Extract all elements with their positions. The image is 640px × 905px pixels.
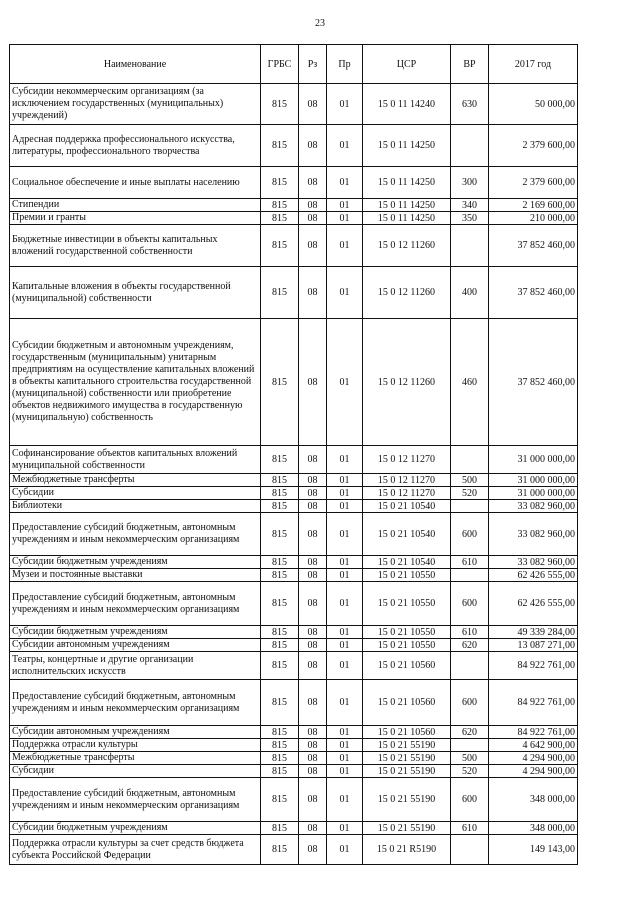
table-row — [10, 778, 578, 822]
row-pr: 01 — [327, 167, 363, 199]
table-row — [10, 199, 578, 212]
row-vr: 520 — [451, 765, 489, 778]
table-row — [10, 652, 578, 680]
header-year: 2017 год — [489, 45, 578, 84]
table-row — [10, 639, 578, 652]
row-vr — [451, 125, 489, 167]
header-pr: Пр — [327, 45, 363, 84]
row-name: Субсидии бюджетным учреждениям — [10, 626, 261, 639]
row-vr — [451, 652, 489, 680]
row-pr: 01 — [327, 765, 363, 778]
row-pr: 01 — [327, 267, 363, 319]
row-amount: 62 426 555,00 — [489, 582, 578, 626]
row-grbs: 815 — [261, 778, 299, 822]
budget-table — [9, 44, 578, 865]
row-rz: 08 — [299, 500, 327, 513]
row-grbs: 815 — [261, 582, 299, 626]
row-pr: 01 — [327, 726, 363, 739]
row-name: Субсидии автономным учреждениям — [10, 639, 261, 652]
row-grbs: 815 — [261, 267, 299, 319]
row-pr: 01 — [327, 487, 363, 500]
row-csr: 15 0 21 10550 — [363, 569, 451, 582]
row-grbs: 815 — [261, 835, 299, 865]
row-vr — [451, 569, 489, 582]
row-csr: 15 0 11 14250 — [363, 167, 451, 199]
row-grbs: 815 — [261, 569, 299, 582]
row-vr: 630 — [451, 84, 489, 125]
row-amount: 33 082 960,00 — [489, 500, 578, 513]
row-amount: 33 082 960,00 — [489, 556, 578, 569]
table-row — [10, 225, 578, 267]
row-vr: 610 — [451, 626, 489, 639]
row-name: Субсидии бюджетным и автономным учреждениям, государственным (муниципальным) унитарным предприятиям на осуществление капитальных вложений в объекты капитального строительства государственной (муниципальной) собственности или приобретение объектов недвижимого имущества в государственную (муниципальную) собственность — [10, 319, 261, 446]
row-amount: 2 379 600,00 — [489, 125, 578, 167]
row-vr: 600 — [451, 680, 489, 726]
row-amount: 13 087 271,00 — [489, 639, 578, 652]
row-name: Поддержка отрасли культуры за счет средств бюджета субъекта Российской Федерации — [10, 835, 261, 865]
table-row — [10, 835, 578, 865]
row-pr: 01 — [327, 500, 363, 513]
row-pr: 01 — [327, 474, 363, 487]
row-grbs: 815 — [261, 500, 299, 513]
table-row — [10, 556, 578, 569]
row-vr — [451, 225, 489, 267]
header-rz: Рз — [299, 45, 327, 84]
row-grbs: 815 — [261, 680, 299, 726]
row-amount: 210 000,00 — [489, 212, 578, 225]
row-pr: 01 — [327, 778, 363, 822]
row-csr: 15 0 21 55190 — [363, 778, 451, 822]
row-name: Софинансирование объектов капитальных вложений муниципальной собственности — [10, 446, 261, 474]
row-csr: 15 0 21 55190 — [363, 739, 451, 752]
row-vr — [451, 739, 489, 752]
row-name: Межбюджетные трансферты — [10, 474, 261, 487]
row-vr: 610 — [451, 556, 489, 569]
row-amount: 37 852 460,00 — [489, 267, 578, 319]
row-name: Субсидии — [10, 765, 261, 778]
row-vr: 600 — [451, 778, 489, 822]
row-grbs: 815 — [261, 652, 299, 680]
row-grbs: 815 — [261, 639, 299, 652]
row-grbs: 815 — [261, 125, 299, 167]
row-vr — [451, 835, 489, 865]
row-name: Субсидии автономным учреждениям — [10, 726, 261, 739]
row-rz: 08 — [299, 199, 327, 212]
row-grbs: 815 — [261, 225, 299, 267]
row-csr: 15 0 12 11270 — [363, 446, 451, 474]
row-vr — [451, 500, 489, 513]
row-amount: 37 852 460,00 — [489, 225, 578, 267]
row-amount: 31 000 000,00 — [489, 446, 578, 474]
header-grbs: ГРБС — [261, 45, 299, 84]
table-row — [10, 267, 578, 319]
row-amount: 348 000,00 — [489, 778, 578, 822]
row-rz: 08 — [299, 487, 327, 500]
row-grbs: 815 — [261, 199, 299, 212]
row-name: Субсидии бюджетным учреждениям — [10, 556, 261, 569]
row-amount: 31 000 000,00 — [489, 487, 578, 500]
row-vr: 460 — [451, 319, 489, 446]
table-row — [10, 513, 578, 556]
table-row — [10, 125, 578, 167]
row-name: Субсидии — [10, 487, 261, 500]
table-row — [10, 500, 578, 513]
row-name: Театры, концертные и другие организации исполнительских искусств — [10, 652, 261, 680]
row-csr: 15 0 11 14250 — [363, 125, 451, 167]
row-rz: 08 — [299, 822, 327, 835]
row-pr: 01 — [327, 752, 363, 765]
row-csr: 15 0 21 55190 — [363, 752, 451, 765]
row-vr: 600 — [451, 513, 489, 556]
table-row — [10, 319, 578, 446]
row-name: Предоставление субсидий бюджетным, автономным учреждениям и иным некоммерческим организациям — [10, 778, 261, 822]
row-vr: 620 — [451, 639, 489, 652]
row-grbs: 815 — [261, 319, 299, 446]
row-name: Предоставление субсидий бюджетным, автономным учреждениям и иным некоммерческим организациям — [10, 513, 261, 556]
row-vr: 500 — [451, 752, 489, 765]
row-grbs: 815 — [261, 487, 299, 500]
row-pr: 01 — [327, 569, 363, 582]
row-pr: 01 — [327, 739, 363, 752]
row-name: Межбюджетные трансферты — [10, 752, 261, 765]
row-grbs: 815 — [261, 739, 299, 752]
row-pr: 01 — [327, 125, 363, 167]
row-csr: 15 0 21 10550 — [363, 626, 451, 639]
row-vr — [451, 446, 489, 474]
row-pr: 01 — [327, 84, 363, 125]
table-row — [10, 212, 578, 225]
row-csr: 15 0 21 10540 — [363, 556, 451, 569]
header-name: Наименование — [10, 45, 261, 84]
row-rz: 08 — [299, 680, 327, 726]
row-vr: 400 — [451, 267, 489, 319]
table-row — [10, 569, 578, 582]
row-rz: 08 — [299, 765, 327, 778]
row-rz: 08 — [299, 125, 327, 167]
row-csr: 15 0 21 10550 — [363, 582, 451, 626]
row-pr: 01 — [327, 446, 363, 474]
table-row — [10, 765, 578, 778]
row-rz: 08 — [299, 752, 327, 765]
row-pr: 01 — [327, 822, 363, 835]
header-csr: ЦСР — [363, 45, 451, 84]
row-pr: 01 — [327, 225, 363, 267]
row-grbs: 815 — [261, 474, 299, 487]
table-row — [10, 582, 578, 626]
row-amount: 4 294 900,00 — [489, 765, 578, 778]
row-vr: 620 — [451, 726, 489, 739]
row-pr: 01 — [327, 199, 363, 212]
row-rz: 08 — [299, 319, 327, 446]
row-vr: 520 — [451, 487, 489, 500]
table-row — [10, 726, 578, 739]
row-pr: 01 — [327, 639, 363, 652]
row-name: Библиотеки — [10, 500, 261, 513]
row-csr: 15 0 11 14240 — [363, 84, 451, 125]
row-grbs: 815 — [261, 626, 299, 639]
row-name: Бюджетные инвестиции в объекты капитальных вложений государственной собственности — [10, 225, 261, 267]
row-pr: 01 — [327, 680, 363, 726]
row-rz: 08 — [299, 569, 327, 582]
row-grbs: 815 — [261, 167, 299, 199]
table-row — [10, 752, 578, 765]
row-name: Премии и гранты — [10, 212, 261, 225]
row-amount: 31 000 000,00 — [489, 474, 578, 487]
header-vr: ВР — [451, 45, 489, 84]
row-amount: 4 642 900,00 — [489, 739, 578, 752]
row-rz: 08 — [299, 513, 327, 556]
row-amount: 348 000,00 — [489, 822, 578, 835]
row-amount: 149 143,00 — [489, 835, 578, 865]
row-rz: 08 — [299, 474, 327, 487]
row-grbs: 815 — [261, 726, 299, 739]
row-vr: 610 — [451, 822, 489, 835]
row-rz: 08 — [299, 212, 327, 225]
table-row — [10, 446, 578, 474]
row-csr: 15 0 12 11260 — [363, 225, 451, 267]
row-grbs: 815 — [261, 446, 299, 474]
row-rz: 08 — [299, 225, 327, 267]
row-rz: 08 — [299, 582, 327, 626]
row-name: Предоставление субсидий бюджетным, автономным учреждениям и иным некоммерческим организациям — [10, 582, 261, 626]
row-amount: 33 082 960,00 — [489, 513, 578, 556]
row-name: Социальное обеспечение и иные выплаты населению — [10, 167, 261, 199]
row-vr: 600 — [451, 582, 489, 626]
row-name: Музеи и постоянные выставки — [10, 569, 261, 582]
row-rz: 08 — [299, 835, 327, 865]
table-row — [10, 487, 578, 500]
row-name: Адресная поддержка профессионального искусства, литературы, профессионального творчества — [10, 125, 261, 167]
table-row — [10, 739, 578, 752]
row-grbs: 815 — [261, 765, 299, 778]
row-rz: 08 — [299, 556, 327, 569]
row-rz: 08 — [299, 726, 327, 739]
row-pr: 01 — [327, 626, 363, 639]
row-csr: 15 0 21 10560 — [363, 726, 451, 739]
row-grbs: 815 — [261, 822, 299, 835]
table-row — [10, 167, 578, 199]
row-grbs: 815 — [261, 84, 299, 125]
row-grbs: 815 — [261, 513, 299, 556]
row-csr: 15 0 12 11260 — [363, 267, 451, 319]
row-csr: 15 0 12 11270 — [363, 474, 451, 487]
row-rz: 08 — [299, 739, 327, 752]
row-csr: 15 0 12 11270 — [363, 487, 451, 500]
row-name: Предоставление субсидий бюджетным, автономным учреждениям и иным некоммерческим организациям — [10, 680, 261, 726]
row-amount: 84 922 761,00 — [489, 680, 578, 726]
row-amount: 4 294 900,00 — [489, 752, 578, 765]
row-name: Поддержка отрасли культуры — [10, 739, 261, 752]
row-pr: 01 — [327, 319, 363, 446]
row-csr: 15 0 21 10540 — [363, 500, 451, 513]
page-number: 23 — [315, 18, 325, 29]
row-grbs: 815 — [261, 556, 299, 569]
row-rz: 08 — [299, 626, 327, 639]
row-rz: 08 — [299, 167, 327, 199]
row-csr: 15 0 21 R5190 — [363, 835, 451, 865]
row-pr: 01 — [327, 513, 363, 556]
table-row — [10, 474, 578, 487]
row-csr: 15 0 21 10540 — [363, 513, 451, 556]
row-name: Стипендии — [10, 199, 261, 212]
row-amount: 84 922 761,00 — [489, 726, 578, 739]
row-csr: 15 0 21 10560 — [363, 680, 451, 726]
row-vr: 500 — [451, 474, 489, 487]
row-amount: 37 852 460,00 — [489, 319, 578, 446]
row-csr: 15 0 11 14250 — [363, 199, 451, 212]
row-vr: 340 — [451, 199, 489, 212]
row-pr: 01 — [327, 212, 363, 225]
row-csr: 15 0 21 55190 — [363, 822, 451, 835]
row-csr: 15 0 11 14250 — [363, 212, 451, 225]
row-pr: 01 — [327, 556, 363, 569]
row-rz: 08 — [299, 84, 327, 125]
row-csr: 15 0 12 11260 — [363, 319, 451, 446]
row-vr: 300 — [451, 167, 489, 199]
row-csr: 15 0 21 10550 — [363, 639, 451, 652]
row-amount: 84 922 761,00 — [489, 652, 578, 680]
row-grbs: 815 — [261, 752, 299, 765]
row-name: Субсидии некоммерческим организациям (за исключением государственных (муниципальных) учреждений) — [10, 84, 261, 125]
row-amount: 62 426 555,00 — [489, 569, 578, 582]
row-pr: 01 — [327, 835, 363, 865]
table-row — [10, 680, 578, 726]
row-rz: 08 — [299, 652, 327, 680]
header-row — [10, 45, 578, 84]
row-name: Субсидии бюджетным учреждениям — [10, 822, 261, 835]
row-rz: 08 — [299, 446, 327, 474]
row-csr: 15 0 21 10560 — [363, 652, 451, 680]
row-rz: 08 — [299, 267, 327, 319]
table-row — [10, 84, 578, 125]
row-name: Капитальные вложения в объекты государственной (муниципальной) собственности — [10, 267, 261, 319]
row-amount: 2 169 600,00 — [489, 199, 578, 212]
row-amount: 50 000,00 — [489, 84, 578, 125]
row-pr: 01 — [327, 652, 363, 680]
row-amount: 49 339 284,00 — [489, 626, 578, 639]
row-grbs: 815 — [261, 212, 299, 225]
row-rz: 08 — [299, 778, 327, 822]
table-row — [10, 822, 578, 835]
table-row — [10, 626, 578, 639]
row-vr: 350 — [451, 212, 489, 225]
row-pr: 01 — [327, 582, 363, 626]
row-rz: 08 — [299, 639, 327, 652]
row-csr: 15 0 21 55190 — [363, 765, 451, 778]
row-amount: 2 379 600,00 — [489, 167, 578, 199]
